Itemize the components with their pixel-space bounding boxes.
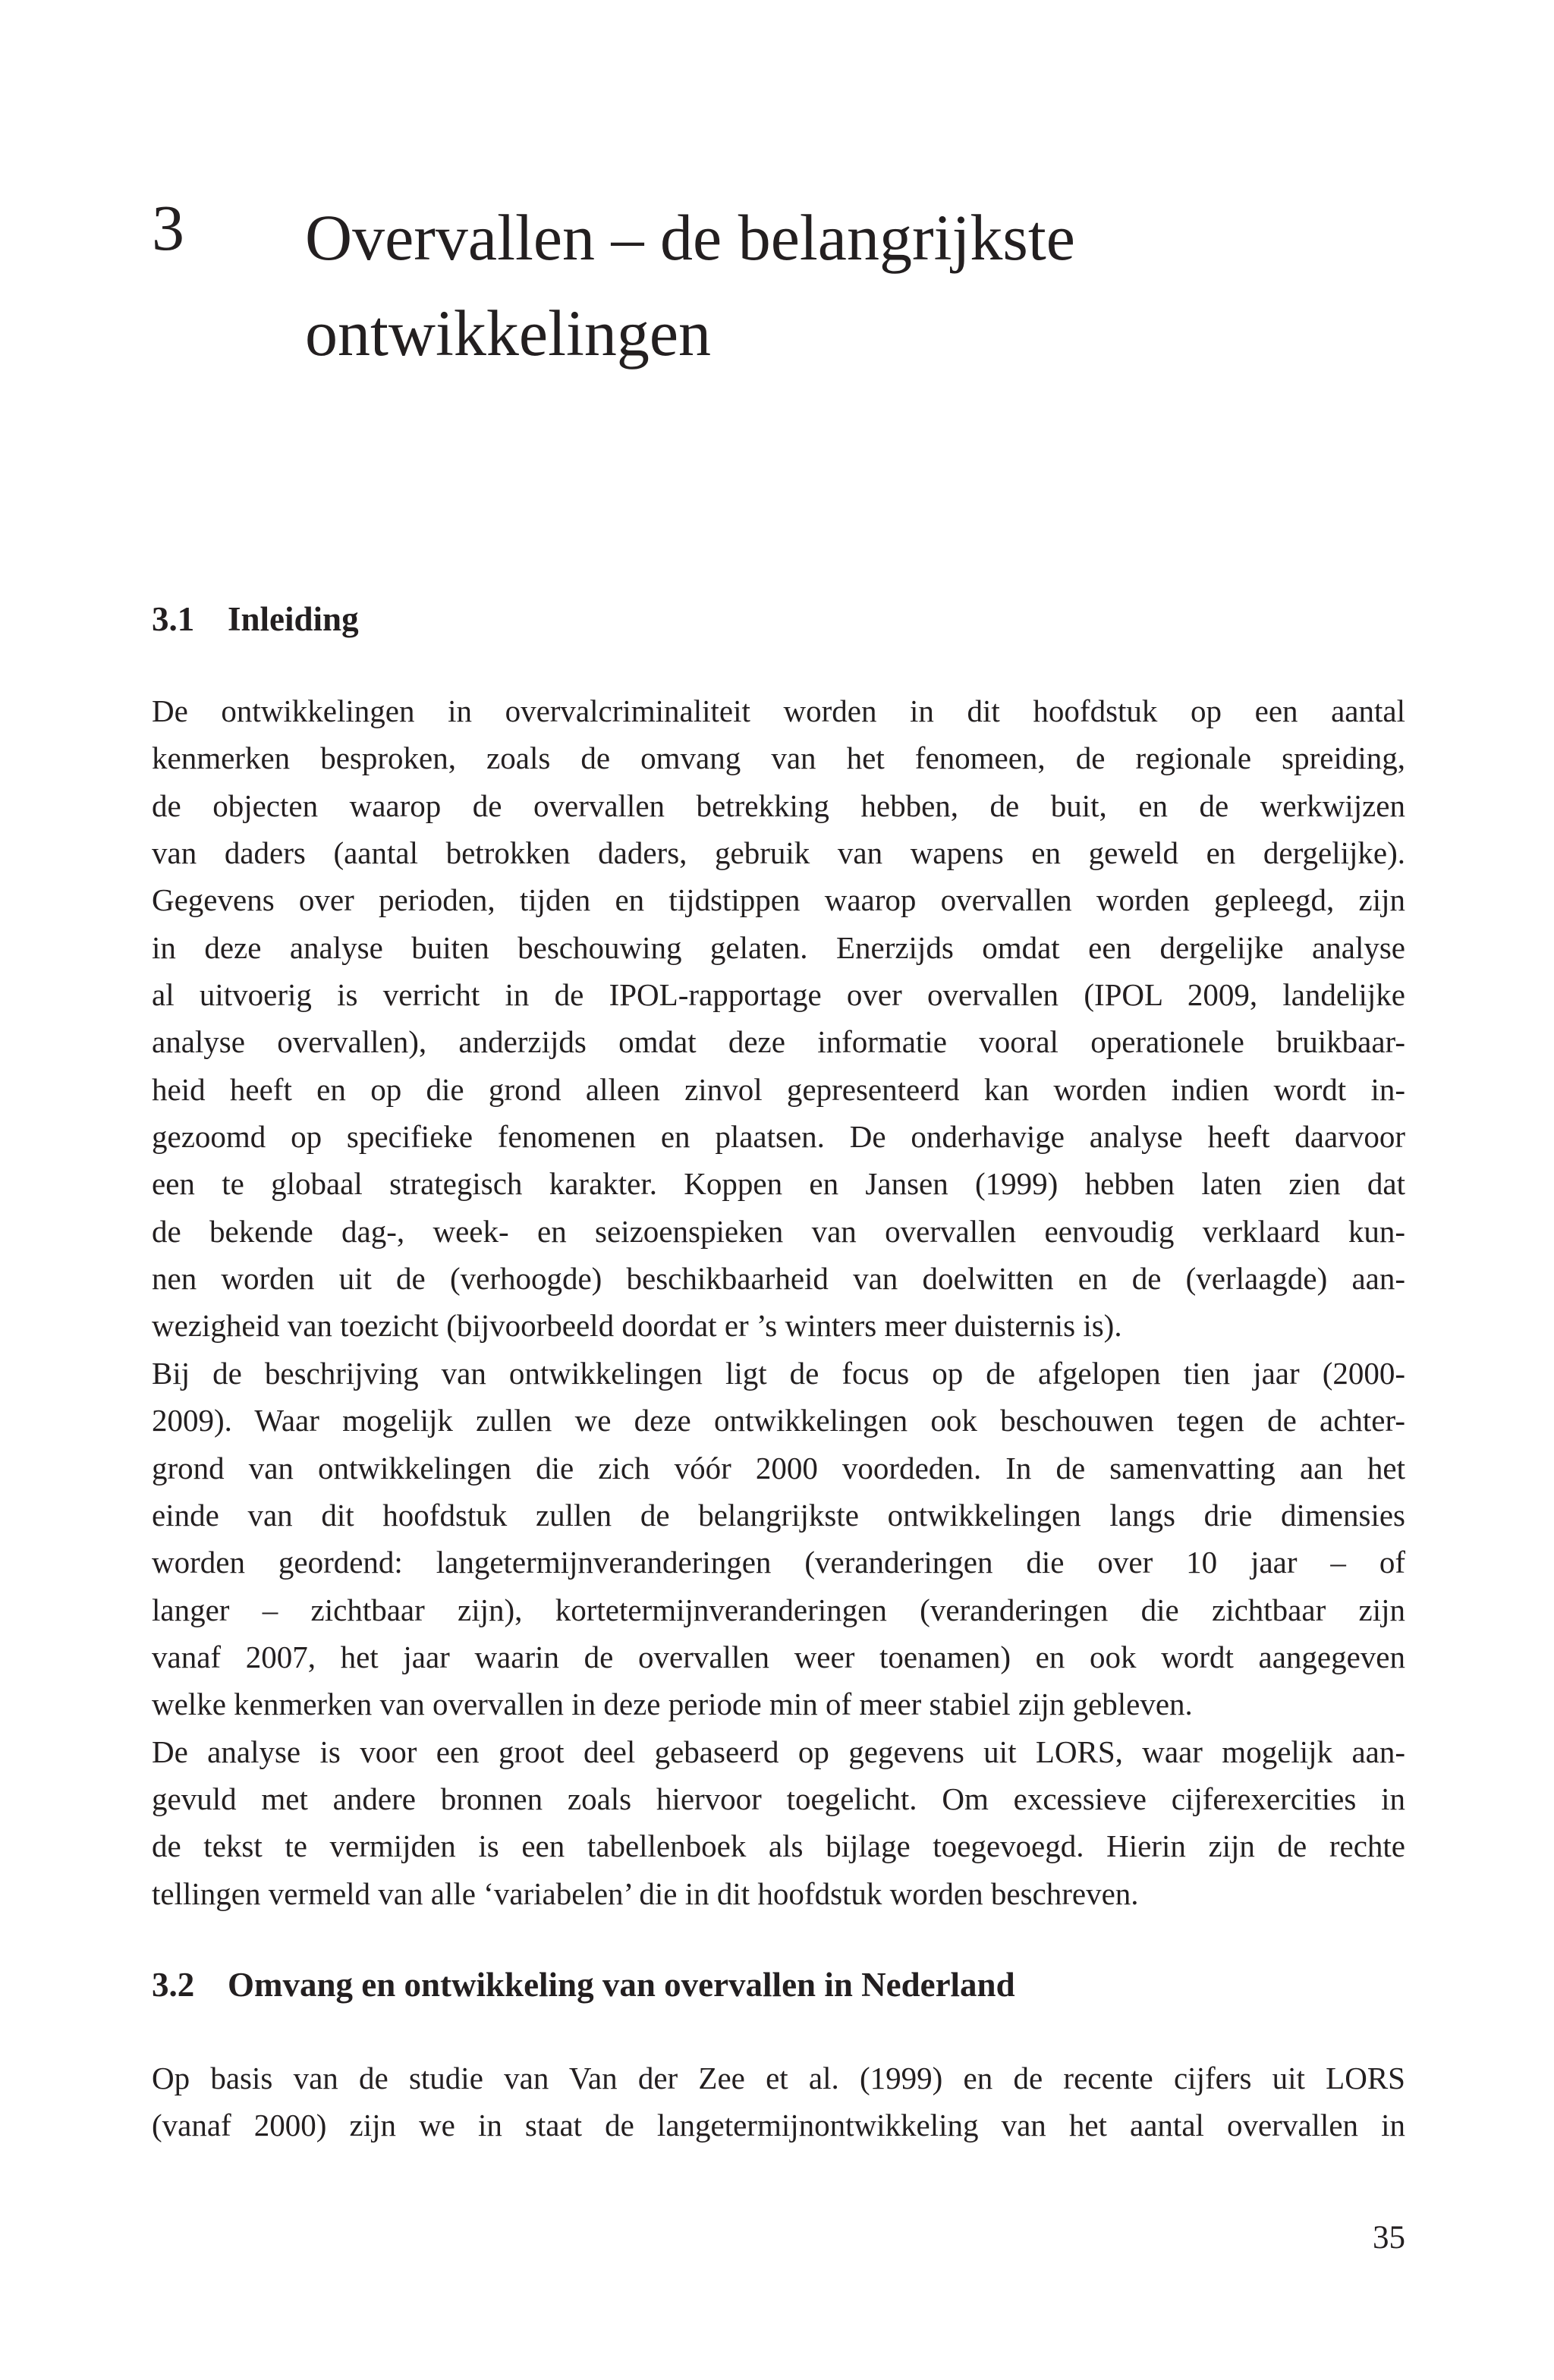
text-line: al uitvoerig is verricht in de IPOL-rapportage over overvallen (IPOL 2009, landelijke xyxy=(152,977,1405,1013)
text-line: de objecten waarop de overvallen betrekking hebben, de buit, en de werkwijzen xyxy=(152,788,1405,823)
text-line: kenmerken besproken, zoals de omvang van het fenomeen, de regionale spreiding, xyxy=(152,740,1405,776)
chapter-number: 3 xyxy=(152,191,184,264)
text-line: de bekende dag-, week- en seizoenspieken van overvallen eenvoudig verklaard kun- xyxy=(152,1213,1405,1249)
text-line: Op basis van de studie van Van der Zee et al. (1999) en de recente cijfers uit LORS xyxy=(152,2061,1405,2095)
text-line: Bij de beschrijving van ontwikkelingen ligt de focus op de afgelopen tien jaar (2000- xyxy=(152,1355,1405,1391)
page-number: 35 xyxy=(1373,2220,1405,2256)
text-line: wezigheid van toezicht (bijvoorbeeld doordat er ’s winters meer duisternis is). xyxy=(152,1308,1122,1344)
text-line: nen worden uit de (verhoogde) beschikbaarheid van doelwitten en de (verlaagde) aan- xyxy=(152,1261,1405,1297)
text-line: gezoomd op specifieke fenomenen en plaatsen. De onderhavige analyse heeft daarvoor xyxy=(152,1119,1405,1155)
chapter-title-line: Overvallen – de belangrijkste xyxy=(305,201,1075,274)
text-line: De ontwikkelingen in overvalcriminaliteit worden in dit hoofdstuk op een aantal xyxy=(152,693,1405,728)
text-line: gevuld met andere bronnen zoals hiervoor toegelicht. Om excessieve cijferexercities in xyxy=(152,1781,1405,1816)
text-line: (vanaf 2000) zijn we in staat de langetermijnontwikkeling van het aantal overvallen in xyxy=(152,2108,1405,2143)
section-heading-inleiding xyxy=(152,596,359,642)
text-line: welke kenmerken van overvallen in deze periode min of meer stabiel zijn gebleven. xyxy=(152,1687,1193,1722)
text-line: analyse overvallen), anderzijds omdat deze informatie vooral operationele bruikbaar- xyxy=(152,1024,1405,1060)
text-line: einde van dit hoofdstuk zullen de belangrijkste ontwikkelingen langs drie dimensies xyxy=(152,1497,1405,1533)
text-line: heid heeft en op die grond alleen zinvol gepresenteerd kan worden indien wordt in- xyxy=(152,1071,1405,1107)
text-line: Gegevens over perioden, tijden en tijdstippen waarop overvallen worden gepleegd, zijn xyxy=(152,882,1405,918)
section-title: Inleiding xyxy=(228,600,359,638)
text-line: worden geordend: langetermijnveranderingen (veranderingen die over 10 jaar – of xyxy=(152,1545,1405,1580)
text-line: in deze analyse buiten beschouwing gelaten. Enerzijds omdat een dergelijke analyse xyxy=(152,929,1405,965)
text-line: De analyse is voor een groot deel gebaseerd op gegevens uit LORS, waar mogelijk aan- xyxy=(152,1734,1405,1769)
text-line: de tekst te vermijden is een tabellenboek als bijlage toegevoegd. Hierin zijn de rechte xyxy=(152,1828,1405,1864)
text-line: vanaf 2007, het jaar waarin de overvallen weer toenamen) en ook wordt aangegeven xyxy=(152,1639,1405,1674)
text-line: van daders (aantal betrokken daders, gebruik van wapens en geweld en dergelijke). xyxy=(152,835,1405,871)
text-line: grond van ontwikkelingen die zich vóór 2000 voordeden. In de samenvatting aan het xyxy=(152,1450,1405,1486)
text-line: tellingen vermeld van alle ‘variabelen’ die in dit hoofdstuk worden beschreven. xyxy=(152,1875,1139,1911)
chapter-title xyxy=(305,190,1291,381)
chapter-title-line: ontwikkelingen xyxy=(305,297,712,369)
section-number: 3.1 xyxy=(152,600,195,638)
section-heading-omvang xyxy=(152,1962,1015,2007)
text-line: 2009). Waar mogelijk zullen we deze ontwikkelingen ook beschouwen tegen de achter- xyxy=(152,1403,1405,1438)
chapter-heading xyxy=(152,190,1411,372)
text-line: langer – zichtbaar zijn), kortetermijnveranderingen (veranderingen die zichtbaar zijn xyxy=(152,1592,1405,1627)
text-line: een te globaal strategisch karakter. Koppen en Jansen (1999) hebben laten zien dat xyxy=(152,1166,1405,1202)
section-body-omvang xyxy=(152,2055,1405,2149)
section-title: Omvang en ontwikkeling van overvallen in Nederland xyxy=(228,1966,1015,2004)
section-number: 3.2 xyxy=(152,1966,195,2004)
section-body-inleiding xyxy=(152,687,1405,1917)
